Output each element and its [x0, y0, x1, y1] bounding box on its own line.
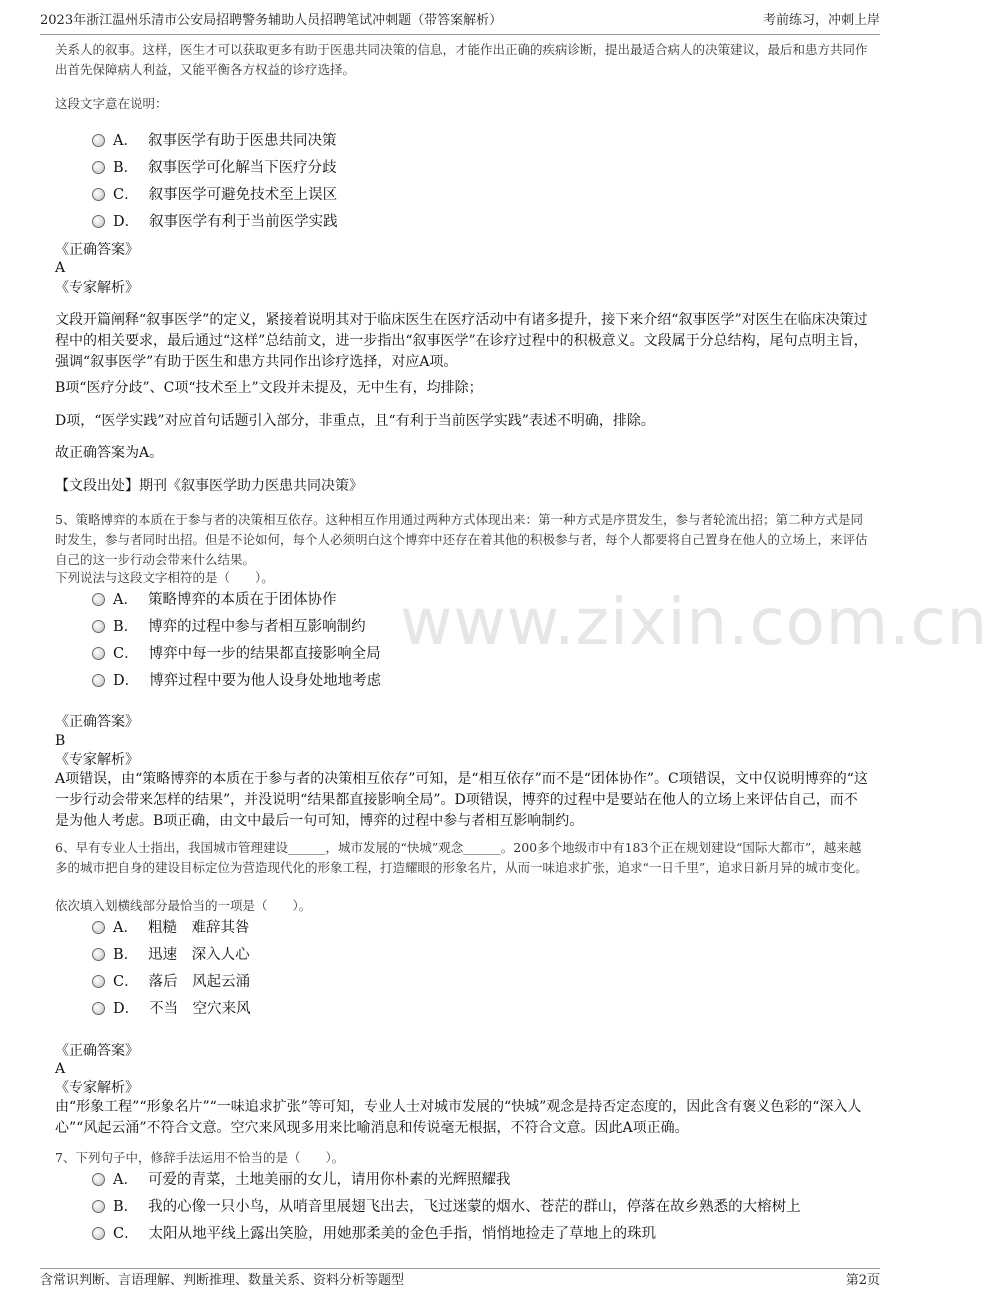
q4-analysis-paragraph-1: 文段开篇阐释“叙事医学”的定义，紧接着说明其对于临床医生在医疗活动中有诸多提升，接下来介绍“叙事医学”对医生在临床决策过程中的相关要求，最后通过“这样”总结前文，进一步指出“叙事医学”在诊疗过程中的积极意义。文段属于分总结构，尾句点明主旨，强调“叙事医学”有助于医生和患方共同作出诊疗选择，对应A项。: [55, 312, 868, 370]
q4-analysis-conclusion: 故正确答案为A。: [55, 445, 164, 461]
q6-answer-label: 《正确答案》: [55, 1043, 139, 1059]
q5-stem: 5、策略博弈的本质在于参与者的决策相互依存。这种相互作用通过两种方式体现出来：第一种方式是序贯发生，参与者轮流出招；第二种方式是同时发生，参与者同时出招。但是不论如何，每个人必须明白这个博弈中还存在着其他的积极参与者，每个人都要将自己置身在他人的立场上，来评估自己的这一步行动会带来什么结果。: [55, 512, 868, 567]
q5-option-b[interactable]: B． 博弈的过程中参与者相互影响制约: [92, 616, 366, 638]
watermark: www.zixin.com.cn: [400, 586, 988, 660]
q4-analysis-paragraph-3: D项，“医学实践”对应首句话题引入部分，非重点，且“有利于当前医学实践”表述不明确，排除。: [55, 413, 655, 429]
radio-icon[interactable]: [92, 188, 105, 201]
q5-option-a[interactable]: A． 策略博弈的本质在于团体协作: [92, 589, 336, 611]
q4-option-c[interactable]: C． 叙事医学可避免技术至上误区: [92, 184, 337, 206]
q4-answer: A: [55, 260, 66, 276]
radio-icon[interactable]: [92, 215, 105, 228]
page-header: [40, 8, 880, 35]
q5-option-c[interactable]: C． 博弈中每一步的结果都直接影响全局: [92, 643, 381, 665]
header-slogan: 考前练习，冲刺上岸: [762, 13, 880, 28]
page-footer: [40, 1268, 880, 1295]
q6-answer: A: [55, 1061, 66, 1077]
radio-icon[interactable]: [92, 948, 105, 961]
q4-passage-tail: 关系人的叙事。这样，医生才可以获取更多有助于医患共同决策的信息，才能作出正确的疾病诊断，提出最适合病人的决策建议，最后和患方共同作出首先保障病人利益，又能平衡各方权益的诊疗选择。: [55, 42, 868, 77]
q5-option-d[interactable]: D． 博弈过程中要为他人设身处地地考虑: [92, 670, 381, 692]
q6-option-c[interactable]: C． 落后 风起云涌: [92, 971, 250, 993]
q6-analysis: 由“形象工程”“形象名片”“一味追求扩张”等可知，专业人士对城市发展的“快城”观念是持否定态度的，因此含有褒义色彩的“深入人心”“风起云涌”不符合文意。空穴来风现多用来比喻消息和传说毫无根据，不符合文意。因此A项正确。: [55, 1099, 862, 1136]
radio-icon[interactable]: [92, 134, 105, 147]
document-title: 2023年浙江温州乐清市公安局招聘警务辅助人员招聘笔试冲刺题（带答案解析）: [40, 13, 503, 28]
q6-option-b[interactable]: B． 迅速 深入人心: [92, 944, 250, 966]
q5-analysis: A项错误，由“策略博弈的本质在于参与者的决策相互依存”可知，是“相互依存”而不是“团体协作”。C项错误，文中仅说明博弈的“这一步行动会带来怎样的结果”，并没说明“结果都直接影响全局”。D项错误，博弈的过程中是要站在他人的立场上来评估自己，而不是为他人考虑。B项正确，由文中最后一句可知，博弈的过程中参与者相互影响制约。: [55, 771, 868, 829]
q4-analysis-label: 《专家解析》: [55, 280, 139, 296]
q6-question: 依次填入划横线部分最恰当的一项是（ ）。: [55, 898, 312, 913]
q5-answer-label: 《正确答案》: [55, 714, 139, 730]
q5-answer: B: [55, 733, 66, 749]
q4-option-b[interactable]: B． 叙事医学可化解当下医疗分歧: [92, 157, 337, 179]
q4-option-d[interactable]: D． 叙事医学有利于当前医学实践: [92, 211, 338, 233]
radio-icon[interactable]: [92, 1200, 105, 1213]
radio-icon[interactable]: [92, 1173, 105, 1186]
radio-icon[interactable]: [92, 921, 105, 934]
q6-option-a[interactable]: A． 粗糙 难辞其咎: [92, 917, 249, 939]
q4-analysis-paragraph-2: B项“医疗分歧”、C项“技术至上”文段并未提及，无中生有，均排除；: [55, 380, 483, 396]
q4-source: 【文段出处】期刊《叙事医学助力医患共同决策》: [55, 478, 363, 494]
radio-icon[interactable]: [92, 593, 105, 606]
radio-icon[interactable]: [92, 1002, 105, 1015]
q7-option-c[interactable]: C． 太阳从地平线上露出笑脸，用她那柔美的金色手指，悄悄地捡走了草地上的珠玑: [92, 1223, 656, 1245]
q4-option-a[interactable]: A． 叙事医学有助于医患共同决策: [92, 130, 336, 152]
q7-option-a[interactable]: A． 可爱的青菜，土地美丽的女儿，请用你朴素的光辉照耀我: [92, 1169, 510, 1191]
q6-analysis-label: 《专家解析》: [55, 1080, 139, 1096]
q4-question: 这段文字意在说明：: [55, 96, 168, 111]
page-number: 第2页: [845, 1273, 880, 1288]
radio-icon[interactable]: [92, 1227, 105, 1240]
radio-icon[interactable]: [92, 674, 105, 687]
radio-icon[interactable]: [92, 975, 105, 988]
q6-stem: 6、早有专业人士指出，我国城市管理建设______，城市发展的“快城”观念______。200多个地级市中有183个正在规划建设“国际大都市”，越来越多的城市把自身的建设目标定位为营造现代化的形象工程，打造耀眼的形象名片，从而一味追求扩张，追求“一日千里”，追求日新月异的城市变化。: [55, 840, 868, 875]
footer-categories: 含常识判断、言语理解、判断推理、数量关系、资料分析等题型: [40, 1273, 405, 1288]
radio-icon[interactable]: [92, 161, 105, 174]
q6-option-d[interactable]: D． 不当 空穴来风: [92, 998, 251, 1020]
q5-analysis-label: 《专家解析》: [55, 752, 139, 768]
q7-option-b[interactable]: B． 我的心像一只小鸟，从哨音里展翅飞出去，飞过迷蒙的烟水、苍茫的群山，停落在故乡熟悉的大榕树上: [92, 1196, 801, 1218]
radio-icon[interactable]: [92, 647, 105, 660]
q4-answer-label: 《正确答案》: [55, 242, 139, 258]
q5-question: 下列说法与这段文字相符的是（ ）。: [55, 570, 274, 585]
radio-icon[interactable]: [92, 620, 105, 633]
q7-stem: 7、下列句子中，修辞手法运用不恰当的是（ ）。: [55, 1150, 345, 1165]
